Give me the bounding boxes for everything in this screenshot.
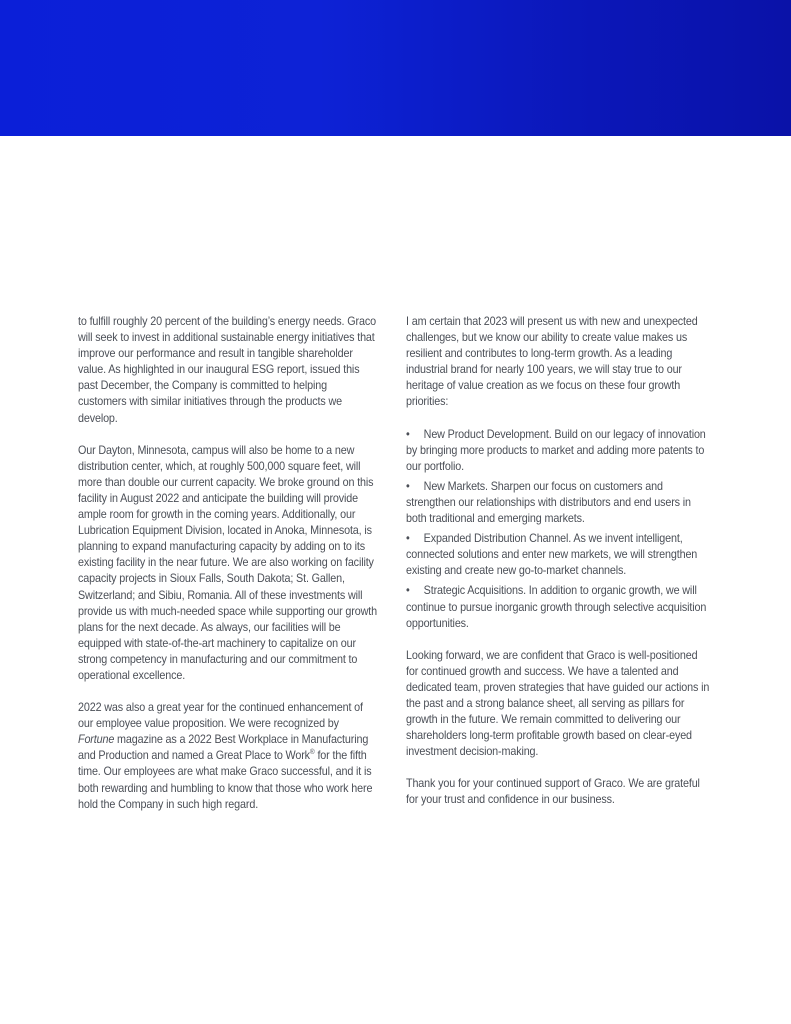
growth-priorities-list (406, 427, 711, 632)
paragraph-distribution-center: Our Dayton, Minnesota, campus will also be home to a new distribution center, which, at roughly 500,000 square feet, will more than double our current capacity. We broke ground on this facility in August 2022 and anticipate the building will provide ample room for growth in the coming years. Additionally, our Lubrication Equipment Division, located in Anoka, Minnesota, is planning to expand manufacturing capacity by adding on to its existing facility in the near future. We are also working on facility capacity projects in Sioux Falls, South Dakota; St. Gallen, Switzerland; and Sibiu, Romania. All of these investments will provide us with much-needed space while supporting our growth plans for the next decade. As always, our facilities will be equipped with state-of-the-art machinery to capitalize on our strong competency in manufacturing and our commitment to operational excellence. (78, 443, 377, 682)
bullet-icon: • (406, 427, 410, 441)
header-banner (0, 0, 791, 136)
paragraph-employee-value-part-a: 2022 was also a great year for the continued enhancement of our employee value proposition. We were recognized by (78, 701, 363, 731)
paragraph-energy: to fulfill roughly 20 percent of the building’s energy needs. Graco will seek to invest in additional sustainable energy initiatives that improve our performance and result in tangible shareholder value. As highlighted in our inaugural ESG report, issued this past December, the Company is committed to helping customers with similar initiatives through the products we develop. (78, 315, 376, 425)
paragraph-employee-value-part-c: for the fifth time. Our employees are what make Graco successful, and it is both rewarding and humbling to know that those who work here hold the Company in such high regard. (78, 749, 373, 811)
list-item (406, 531, 711, 579)
list-item (406, 479, 711, 527)
list-item-text: New Markets. Sharpen our focus on customers and strengthen our relationships with distributors and end users in both traditional and emerging markets. (406, 479, 691, 526)
paragraph-looking-forward: Looking forward, we are confident that Graco is well-positioned for continued growth and success. We have a talented and dedicated team, proven strategies that have guided our actions in the past and a strong balance sheet, all serving as pillars for growth in the future. We remain committed to delivering our shareholders long-term profitable growth based on clear-eyed investment decision-making. (406, 648, 710, 759)
paragraph-thank-you: Thank you for your continued support of Graco. We are grateful for your trust and confidence in our business. (406, 777, 700, 807)
paragraph-employee-value (78, 700, 377, 813)
bullet-icon: • (406, 532, 410, 546)
list-item (406, 583, 711, 631)
bullet-icon: • (406, 584, 410, 598)
list-item-text: Strategic Acquisitions. In addition to organic growth, we will continue to pursue inorganic growth through selective acquisition opportunities. (406, 584, 707, 630)
paragraph-outlook-2023: I am certain that 2023 will present us with new and unexpected challenges, but we know our ability to create value makes us resilient and contributes to long-term growth. As a leading industrial brand for nearly 100 years, we will stay true to our heritage of value creation as we focus on these four growth priorities: (406, 315, 698, 409)
paragraph-employee-value-part-b: magazine as a 2022 Best Workplace in Manufacturing and Production and named a Great Place to Work (78, 733, 369, 763)
list-item-text: Expanded Distribution Channel. As we invent intelligent, connected solutions and enter new markets, we will strengthen existing and create new go-to-market channels. (406, 532, 698, 578)
list-item (406, 427, 711, 475)
bullet-icon: • (406, 479, 410, 493)
list-item-text: New Product Development. Build on our legacy of innovation by bringing more products to market and adding more patents to our portfolio. (406, 427, 706, 473)
fortune-magazine-title: Fortune (78, 733, 115, 747)
registered-mark: ® (309, 749, 315, 757)
left-column (78, 314, 377, 829)
right-column (406, 314, 711, 825)
